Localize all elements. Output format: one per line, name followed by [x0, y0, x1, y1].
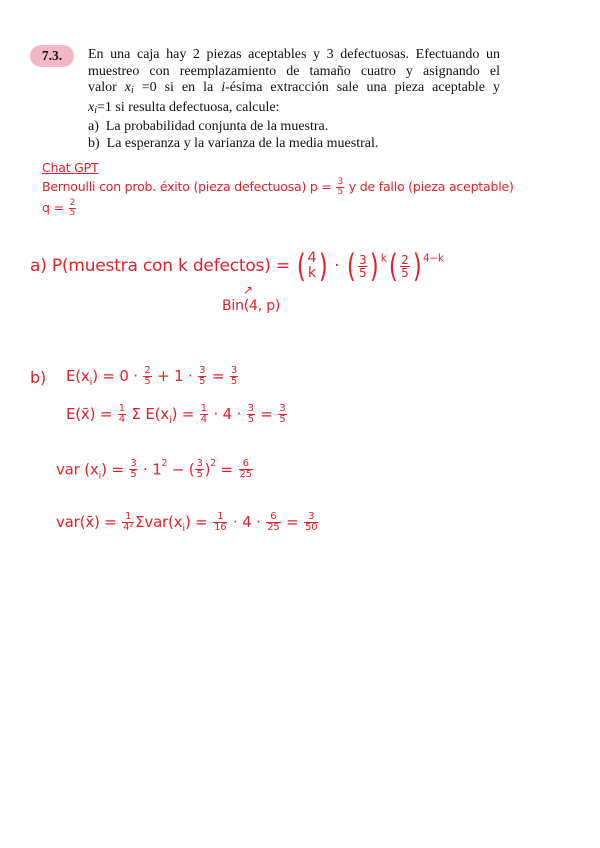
problem-line-4: $x_i=1$ si resulta defectuosa, calcule:: [88, 99, 280, 116]
part-a-formula: a) P(muestra con k defectos) = ( 4 k ) · ( $\frac{3}{5}$ ) $^k$( $\frac{2}{5}$ ) $^{4-k}$: [30, 247, 444, 285]
problem-item-b: b) La esperanza y la varianza de la media muestral.: [88, 135, 379, 151]
problem-line-2: muestreo con reemplazamiento de tamaño cuatro y asignando el: [88, 63, 500, 79]
notes-heading: Chat GPT: [42, 160, 99, 175]
binomial-coefficient: 4 k: [307, 249, 317, 282]
problem-text: [88, 47, 500, 152]
arrow-icon: ↗: [243, 283, 253, 297]
problem-number-badge: 7.3.: [30, 45, 74, 67]
part-b-label: b): [30, 368, 46, 387]
problem-line-3: valor $x_i =0$ si en la i-ésima extracción sale una pieza aceptable y: [88, 80, 500, 96]
binomial-label: Bin(4, p): [222, 298, 281, 314]
variance-mean: var(x̄) = $\frac{1}{\text{4²}}$ $\Sigma var(x_i)$ = $\frac{1}{16}$ · 4 · $\frac{6}{25}$ = $\frac{3}{50}$: [56, 511, 318, 534]
bernoulli-line: Bernoulli con prob. éxito (pieza defectuosa) p = $\frac{3}{5}$ y de fallo (pieza aceptable): [42, 177, 514, 197]
q-line: q = $\frac{2}{5}$: [42, 198, 76, 218]
problem-line-1: En una caja hay 2 piezas aceptables y 3 defectuosas. Efectuando un: [88, 47, 500, 62]
expectation-mean: E(x̄) = $\frac{1}{4}$ Σ $E(x_i)$ = $\frac{1}{4}$ · 4 · $\frac{3}{5}$ = $\frac{3}{5}$: [66, 403, 286, 426]
variable-x: x: [124, 80, 131, 95]
problem-statement: [30, 47, 500, 152]
variance-xi: var $(x_i)$ = $\frac{3}{5}$ · $1^2$ − ( $\frac{3}{5}$ )$^2$ = $\frac{6}{25}$: [56, 458, 252, 482]
expectation-xi: $E(x_i) = 0$ · $\frac{2}{5}$ + 1 · $\frac{3}{5}$ = $\frac{3}{5}$: [66, 365, 238, 388]
problem-item-a: a) La probabilidad conjunta de la muestra.: [88, 119, 329, 134]
